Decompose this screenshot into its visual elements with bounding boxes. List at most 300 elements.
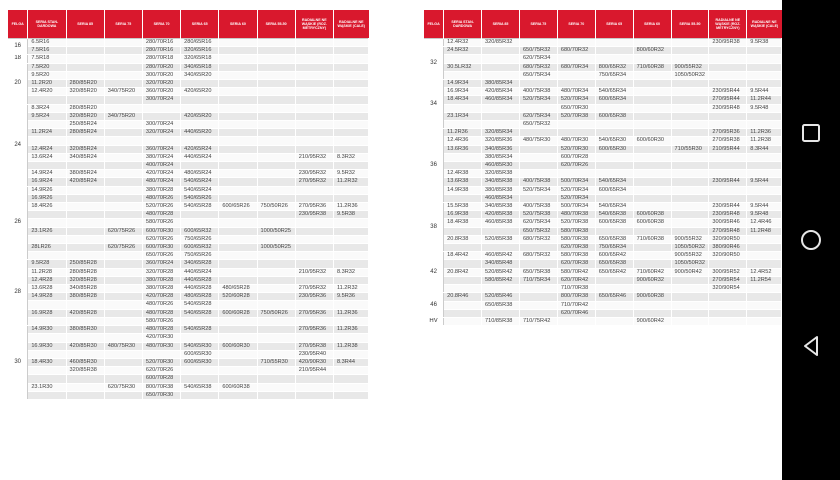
tire-size-cell: 280/65R16 bbox=[181, 39, 219, 47]
tire-size-cell bbox=[257, 194, 295, 202]
tire-size-cell bbox=[219, 276, 257, 284]
tire-size-cell bbox=[333, 63, 368, 71]
tire-size-cell: 9.5R44 bbox=[747, 203, 782, 211]
tire-size-cell: 520/70R38 bbox=[557, 112, 595, 120]
table-row bbox=[424, 252, 782, 260]
tire-size-cell bbox=[671, 39, 709, 47]
table-row bbox=[8, 129, 369, 137]
tire-size-cell bbox=[671, 47, 709, 55]
tire-size-cell bbox=[444, 55, 482, 63]
tire-size-cell bbox=[444, 285, 482, 293]
tire-size-cell: 460/85R30 bbox=[66, 358, 104, 366]
tire-size-cell bbox=[66, 235, 104, 243]
header-cell: SERIA 85 bbox=[482, 10, 520, 39]
rim-size-cell: 46 bbox=[424, 293, 444, 318]
tire-size-cell: 540/65R30 bbox=[595, 137, 633, 145]
tire-size-cell bbox=[709, 301, 747, 309]
tire-size-cell: 12.4R32 bbox=[444, 39, 482, 47]
tire-size-cell bbox=[333, 260, 368, 268]
tire-size-cell bbox=[633, 301, 671, 309]
tire-size-cell bbox=[747, 112, 782, 120]
tire-size-cell: 620/70R26 bbox=[557, 162, 595, 170]
tire-size-cell bbox=[747, 71, 782, 79]
tire-size-cell bbox=[104, 63, 142, 71]
tire-size-cell: 320/70R24 bbox=[142, 129, 180, 137]
tire-size-cell: 650/75R32 bbox=[519, 47, 557, 55]
tire-size-cell bbox=[104, 203, 142, 211]
tire-size-cell: 320/85R20 bbox=[66, 88, 104, 96]
tire-size-cell bbox=[633, 252, 671, 260]
tire-size-cell: 340/75R20 bbox=[104, 112, 142, 120]
tire-size-cell: 480/70R28 bbox=[142, 326, 180, 334]
tire-size-cell: 620/75R26 bbox=[104, 244, 142, 252]
table-row bbox=[8, 244, 369, 252]
tire-size-cell bbox=[28, 162, 66, 170]
tire-size-cell bbox=[219, 260, 257, 268]
tire-size-cell bbox=[295, 252, 333, 260]
tire-size-cell bbox=[219, 162, 257, 170]
tire-size-cell bbox=[257, 350, 295, 358]
tire-size-cell: 480/70R26 bbox=[142, 301, 180, 309]
table-row bbox=[8, 121, 369, 129]
tire-size-cell: 14.9R28 bbox=[28, 293, 66, 301]
tire-size-cell bbox=[671, 55, 709, 63]
tire-size-cell: 520/75R38 bbox=[519, 211, 557, 219]
tire-size-cell: 13.6R24 bbox=[28, 153, 66, 161]
tire-size-cell: 9.5R32 bbox=[333, 170, 368, 178]
tire-size-cell: 750/50R26 bbox=[257, 203, 295, 211]
tire-size-cell bbox=[671, 88, 709, 96]
tire-size-cell: 12.4R20 bbox=[28, 88, 66, 96]
table-row bbox=[424, 285, 782, 293]
tire-size-cell bbox=[28, 252, 66, 260]
tire-size-cell: 380/90R46 bbox=[709, 244, 747, 252]
tire-size-cell: 380/85R38 bbox=[482, 186, 520, 194]
tire-size-cell: 900/60R32 bbox=[633, 276, 671, 284]
header-cell: SERIA 85 bbox=[66, 10, 104, 39]
tire-size-cell bbox=[181, 162, 219, 170]
tire-size-cell bbox=[295, 129, 333, 137]
tire-size-cell bbox=[66, 96, 104, 104]
table-row bbox=[8, 391, 369, 399]
table-row bbox=[424, 211, 782, 219]
tire-size-cell bbox=[519, 309, 557, 317]
tire-size-cell bbox=[257, 104, 295, 112]
tire-size-cell bbox=[333, 367, 368, 375]
tire-size-cell bbox=[709, 112, 747, 120]
tire-size-cell: 460/85R30 bbox=[482, 162, 520, 170]
tire-size-cell: 600/65R30 bbox=[595, 145, 633, 153]
tire-size-cell bbox=[257, 301, 295, 309]
tire-size-cell bbox=[295, 162, 333, 170]
tire-size-cell bbox=[333, 391, 368, 399]
tire-size-cell bbox=[257, 285, 295, 293]
tire-size-cell: 900/55R32 bbox=[671, 235, 709, 243]
header-cell: RADIALNE NE WĄSKIE (ROZ. METRYCZNY) bbox=[295, 10, 333, 39]
tire-size-cell bbox=[557, 55, 595, 63]
tire-size-cell: 600/60R28 bbox=[219, 309, 257, 317]
table-row bbox=[424, 170, 782, 178]
tire-size-cell: 420/85R34 bbox=[482, 88, 520, 96]
rim-size-cell: 18 bbox=[8, 55, 28, 63]
tire-size-cell: 420/65R20 bbox=[181, 88, 219, 96]
tire-size-cell bbox=[747, 235, 782, 243]
tire-size-cell bbox=[519, 104, 557, 112]
tire-size-cell bbox=[671, 96, 709, 104]
tire-size-cell bbox=[257, 39, 295, 47]
tire-size-cell bbox=[181, 104, 219, 112]
tire-size-cell: 520/70R34 bbox=[557, 186, 595, 194]
table-row bbox=[8, 211, 369, 219]
tire-size-cell bbox=[671, 211, 709, 219]
tire-size-cell bbox=[671, 153, 709, 161]
tire-size-cell: 620/70R38 bbox=[557, 260, 595, 268]
tire-size-cell bbox=[219, 227, 257, 235]
header-cell: SERIA 65 bbox=[181, 10, 219, 39]
tire-size-cell: 420/65R24 bbox=[181, 145, 219, 153]
tire-size-cell bbox=[444, 194, 482, 202]
tire-size-cell bbox=[28, 391, 66, 399]
android-nav-bar bbox=[782, 0, 840, 480]
tire-size-cell bbox=[257, 326, 295, 334]
tire-size-cell bbox=[333, 334, 368, 342]
tire-size-cell bbox=[104, 80, 142, 88]
tire-size-cell bbox=[28, 317, 66, 325]
tire-size-cell bbox=[595, 39, 633, 47]
tire-size-cell bbox=[295, 80, 333, 88]
tire-size-cell bbox=[66, 211, 104, 219]
tire-size-cell bbox=[557, 80, 595, 88]
tire-size-cell: 23.1R30 bbox=[28, 383, 66, 391]
tire-size-cell: 210/95R44 bbox=[295, 367, 333, 375]
tire-size-cell bbox=[295, 383, 333, 391]
tire-size-cell bbox=[295, 112, 333, 120]
table-row bbox=[8, 162, 369, 170]
tire-size-cell: 420/70R28 bbox=[142, 293, 180, 301]
tire-size-cell bbox=[747, 153, 782, 161]
tire-size-cell bbox=[671, 104, 709, 112]
tire-size-cell bbox=[257, 219, 295, 227]
tire-size-cell: 320/85R38 bbox=[66, 367, 104, 375]
tire-size-cell bbox=[104, 162, 142, 170]
tire-size-cell: 710/70R42 bbox=[557, 301, 595, 309]
tire-size-cell: 280/85R20 bbox=[66, 80, 104, 88]
tire-size-cell bbox=[595, 227, 633, 235]
tire-size-cell bbox=[257, 178, 295, 186]
tire-size-cell bbox=[219, 129, 257, 137]
tire-size-cell bbox=[671, 276, 709, 284]
tire-size-cell bbox=[295, 301, 333, 309]
table-row bbox=[424, 235, 782, 243]
tire-size-cell: 600/65R32 bbox=[181, 244, 219, 252]
tire-size-cell: 9.5R48 bbox=[747, 104, 782, 112]
tire-size-cell: 340/65R28 bbox=[181, 260, 219, 268]
tire-size-cell: 710/60R38 bbox=[633, 235, 671, 243]
tire-size-cell bbox=[295, 121, 333, 129]
tire-size-cell bbox=[709, 309, 747, 317]
tire-size-cell bbox=[219, 178, 257, 186]
tire-size-cell bbox=[181, 121, 219, 129]
tire-size-cell bbox=[219, 71, 257, 79]
tire-size-cell bbox=[219, 268, 257, 276]
tire-size-cell bbox=[28, 367, 66, 375]
tire-size-cell: 420/70R30 bbox=[142, 334, 180, 342]
header-cell: RADIALNE NE WĄSKIE (CALE) bbox=[333, 10, 368, 39]
tire-size-cell bbox=[219, 80, 257, 88]
tire-size-cell bbox=[709, 186, 747, 194]
tire-size-cell bbox=[633, 55, 671, 63]
tire-size-cell bbox=[295, 96, 333, 104]
tire-size-cell bbox=[104, 121, 142, 129]
tire-size-cell bbox=[66, 350, 104, 358]
tire-size-cell: 340/85R38 bbox=[482, 203, 520, 211]
tire-size-cell: 520/70R34 bbox=[557, 194, 595, 202]
tire-size-cell bbox=[519, 153, 557, 161]
tire-size-cell: 7.5R18 bbox=[28, 55, 66, 63]
tire-size-cell: 650/65R38 bbox=[595, 235, 633, 243]
tire-size-cell: 230/95R48 bbox=[709, 104, 747, 112]
tire-size-cell bbox=[28, 219, 66, 227]
tire-size-cell bbox=[595, 55, 633, 63]
tire-size-cell bbox=[257, 71, 295, 79]
tire-size-cell: 440/65R28 bbox=[181, 276, 219, 284]
tire-size-cell bbox=[595, 80, 633, 88]
tire-size-cell: 11.2R36 bbox=[444, 129, 482, 137]
table-row bbox=[424, 317, 782, 325]
tire-size-cell: 800/70R38 bbox=[142, 383, 180, 391]
tire-size-cell bbox=[633, 88, 671, 96]
tire-size-cell: 270/95R36 bbox=[295, 203, 333, 211]
tire-size-cell: 230/95R44 bbox=[709, 178, 747, 186]
tire-size-cell bbox=[181, 96, 219, 104]
tire-size-cell bbox=[709, 55, 747, 63]
tire-size-cell: 750/50R26 bbox=[257, 309, 295, 317]
back-icon[interactable] bbox=[799, 334, 823, 358]
tire-size-cell: 270/95R36 bbox=[295, 309, 333, 317]
tire-size-cell bbox=[257, 47, 295, 55]
tire-size-cell bbox=[104, 252, 142, 260]
header-cell: FELGA bbox=[424, 10, 444, 39]
tire-size-cell bbox=[747, 293, 782, 301]
table-row bbox=[8, 80, 369, 88]
tire-size-cell bbox=[104, 358, 142, 366]
tire-size-cell: 11.2R54 bbox=[747, 276, 782, 284]
tire-size-cell: 320/85R20 bbox=[66, 112, 104, 120]
tire-size-cell: 400/75R38 bbox=[519, 88, 557, 96]
tire-size-cell: 520/70R26 bbox=[142, 203, 180, 211]
table-row bbox=[8, 375, 369, 383]
table-row bbox=[424, 88, 782, 96]
tire-size-cell: 320/65R18 bbox=[181, 55, 219, 63]
tire-size-cell bbox=[257, 170, 295, 178]
tire-size-cell: 16.9R38 bbox=[444, 211, 482, 219]
tire-size-cell: 500/70R34 bbox=[557, 203, 595, 211]
table-row bbox=[424, 276, 782, 284]
tire-size-cell: 18.4R30 bbox=[28, 358, 66, 366]
tire-size-cell: 520/75R34 bbox=[519, 186, 557, 194]
table-row bbox=[8, 293, 369, 301]
tire-size-cell bbox=[104, 137, 142, 145]
tire-size-cell: 20.8R38 bbox=[444, 235, 482, 243]
tire-size-cell bbox=[66, 391, 104, 399]
tire-size-cell: 600/65R42 bbox=[595, 252, 633, 260]
tire-size-cell bbox=[633, 104, 671, 112]
table-row bbox=[424, 104, 782, 112]
tire-size-cell: 14.9R24 bbox=[28, 170, 66, 178]
tire-size-cell bbox=[333, 276, 368, 284]
tire-size-cell bbox=[104, 375, 142, 383]
tire-size-cell: 11.2R32 bbox=[333, 285, 368, 293]
tire-size-cell bbox=[519, 170, 557, 178]
tire-size-cell: 12.4R46 bbox=[747, 219, 782, 227]
tire-size-cell: 320/85R38 bbox=[482, 170, 520, 178]
tire-size-cell: 520/70R38 bbox=[557, 219, 595, 227]
tire-size-cell: 540/65R38 bbox=[181, 383, 219, 391]
tire-size-cell: 360/70R24 bbox=[142, 145, 180, 153]
tire-size-cell bbox=[257, 63, 295, 71]
tire-size-cell bbox=[295, 227, 333, 235]
tire-size-cell: 9.5R38 bbox=[747, 39, 782, 47]
tire-size-cell bbox=[671, 121, 709, 129]
table-row bbox=[8, 137, 369, 145]
tire-size-cell: 320/85R28 bbox=[66, 276, 104, 284]
tire-size-cell bbox=[219, 350, 257, 358]
tire-size-cell bbox=[219, 63, 257, 71]
tire-size-cell: 380/70R28 bbox=[142, 186, 180, 194]
tire-size-cell: 320/85R32 bbox=[482, 39, 520, 47]
tire-size-cell: 620/70R26 bbox=[142, 367, 180, 375]
header-cell: SERIA 70 bbox=[557, 10, 595, 39]
tire-size-cell bbox=[28, 375, 66, 383]
tire-size-cell: 710/60R42 bbox=[633, 268, 671, 276]
tire-size-cell: 250/85R28 bbox=[66, 260, 104, 268]
tire-size-cell: 230/95R32 bbox=[295, 170, 333, 178]
tire-size-cell: 540/65R30 bbox=[181, 342, 219, 350]
home-icon[interactable] bbox=[799, 228, 823, 252]
tire-size-cell bbox=[557, 170, 595, 178]
tire-size-cell bbox=[104, 170, 142, 178]
tire-size-cell bbox=[219, 88, 257, 96]
tire-size-cell bbox=[747, 80, 782, 88]
tire-size-cell: 650/75R32 bbox=[519, 227, 557, 235]
tire-size-cell: 320/90R54 bbox=[709, 285, 747, 293]
tire-size-cell bbox=[219, 252, 257, 260]
tire-size-cell bbox=[671, 112, 709, 120]
tire-size-cell bbox=[671, 293, 709, 301]
tire-size-cell: 320/90R50 bbox=[709, 235, 747, 243]
tire-size-cell bbox=[444, 71, 482, 79]
tire-size-cell bbox=[709, 260, 747, 268]
tire-size-cell bbox=[66, 162, 104, 170]
tire-size-cell: 600/65R38 bbox=[595, 219, 633, 227]
tire-size-cell bbox=[333, 235, 368, 243]
tire-size-cell bbox=[257, 235, 295, 243]
table-row bbox=[8, 334, 369, 342]
tire-size-cell bbox=[333, 383, 368, 391]
tire-size-cell bbox=[104, 153, 142, 161]
tire-size-cell: 600/70R28 bbox=[557, 153, 595, 161]
tire-size-cell: 580/70R26 bbox=[142, 219, 180, 227]
tire-size-cell bbox=[747, 301, 782, 309]
tire-size-cell: 320/70R28 bbox=[142, 268, 180, 276]
tire-size-cell bbox=[181, 317, 219, 325]
tire-size-cell bbox=[747, 162, 782, 170]
tire-size-cell bbox=[595, 285, 633, 293]
tire-size-cell: 600/60R38 bbox=[219, 383, 257, 391]
tire-size-cell: 540/65R28 bbox=[181, 326, 219, 334]
tire-size-cell: 11.2R38 bbox=[333, 342, 368, 350]
tire-size-cell bbox=[709, 153, 747, 161]
tire-table-right bbox=[424, 10, 782, 326]
tire-size-cell bbox=[747, 309, 782, 317]
tire-size-cell bbox=[709, 63, 747, 71]
header-row bbox=[424, 10, 782, 39]
tire-size-cell: 12.4R36 bbox=[444, 137, 482, 145]
tire-size-cell: 650/75R38 bbox=[519, 268, 557, 276]
tire-size-cell bbox=[747, 285, 782, 293]
table-row bbox=[424, 39, 782, 47]
tire-size-cell: 340/85R36 bbox=[482, 145, 520, 153]
tire-size-cell: 280/70R20 bbox=[142, 63, 180, 71]
tire-size-cell: 340/75R20 bbox=[104, 88, 142, 96]
tire-size-cell bbox=[219, 96, 257, 104]
tire-size-cell: 650/65R38 bbox=[595, 260, 633, 268]
tire-size-cell bbox=[633, 153, 671, 161]
tire-size-cell: 580/70R38 bbox=[557, 227, 595, 235]
tire-size-cell: 7.5R16 bbox=[28, 47, 66, 55]
tire-size-cell: 800/65R32 bbox=[595, 63, 633, 71]
tire-size-cell: 230/95R44 bbox=[709, 203, 747, 211]
tire-size-cell bbox=[482, 63, 520, 71]
tire-size-cell: 11.2R32 bbox=[333, 178, 368, 186]
tire-size-cell: 580/70R26 bbox=[142, 317, 180, 325]
tire-size-cell: 270/95R38 bbox=[295, 342, 333, 350]
tire-size-cell: 680/75R32 bbox=[519, 235, 557, 243]
tire-size-cell bbox=[557, 317, 595, 325]
tire-size-cell bbox=[295, 63, 333, 71]
tire-size-cell bbox=[104, 350, 142, 358]
tire-size-cell: 14.9R34 bbox=[444, 80, 482, 88]
tire-size-cell bbox=[219, 219, 257, 227]
table-row bbox=[424, 145, 782, 153]
tire-size-cell bbox=[219, 301, 257, 309]
tire-size-cell: 520/70R30 bbox=[557, 145, 595, 153]
tire-size-cell: 480/65R24 bbox=[181, 170, 219, 178]
tire-size-cell: 18.4R38 bbox=[444, 219, 482, 227]
table-row bbox=[8, 367, 369, 375]
tire-size-cell bbox=[181, 334, 219, 342]
tire-size-cell bbox=[557, 39, 595, 47]
recent-apps-icon[interactable] bbox=[799, 121, 823, 145]
tire-size-cell: 600/65R30 bbox=[181, 358, 219, 366]
tire-size-cell: 580/70R38 bbox=[557, 252, 595, 260]
tire-size-cell bbox=[295, 317, 333, 325]
tire-size-cell bbox=[333, 252, 368, 260]
tire-size-cell: 650/70R30 bbox=[557, 104, 595, 112]
tire-size-cell bbox=[295, 244, 333, 252]
tire-size-cell bbox=[104, 268, 142, 276]
tire-size-cell bbox=[28, 301, 66, 309]
table-row bbox=[8, 227, 369, 235]
tire-size-cell bbox=[257, 112, 295, 120]
tire-size-cell bbox=[66, 244, 104, 252]
tire-size-cell: 440/65R24 bbox=[181, 153, 219, 161]
tire-size-cell bbox=[295, 276, 333, 284]
tire-size-cell bbox=[257, 276, 295, 284]
tire-size-cell bbox=[219, 112, 257, 120]
tire-size-cell: 230/95R40 bbox=[295, 350, 333, 358]
tire-size-cell: 8.3R32 bbox=[333, 153, 368, 161]
